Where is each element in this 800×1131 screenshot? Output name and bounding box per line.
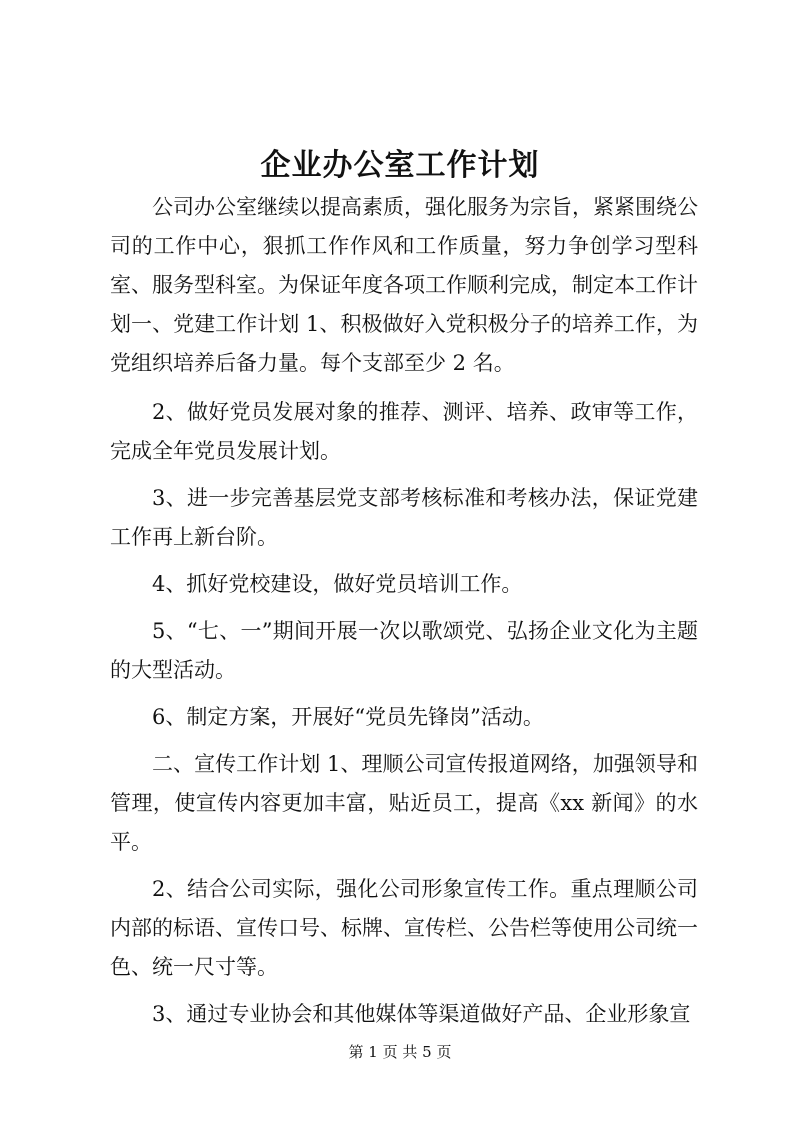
paragraph-9: 3、通过专业协会和其他媒体等渠道做好产品、企业形象宣 xyxy=(152,1002,691,1026)
paragraph-3: 3、进一步完善基层党支部考核标准和考核办法，保证党建工作再上新台阶。 xyxy=(110,486,698,549)
paragraph-4: 4、抓好党校建设，做好党员培训工作。 xyxy=(152,572,523,596)
document-body xyxy=(110,188,698,1042)
paragraph-6: 6、制定方案，开展好“党员先锋岗”活动。 xyxy=(152,705,544,729)
paragraph-5: 5、“七、一”期间开展一次以歌颂党、弘扬企业文化为主题的大型活动。 xyxy=(110,619,698,682)
paragraph-7: 二、宣传工作计划 1、理顺公司宣传报道网络，加强领导和管理，使宣传内容更加丰富，贴近员工，提高《xx 新闻》的水平。 xyxy=(110,752,698,854)
paragraph-8: 2、结合公司实际，强化公司形象宣传工作。重点理顺公司内部的标语、宣传口号、标牌、宣传栏、公告栏等使用公司统一色、统一尺寸等。 xyxy=(110,877,698,979)
document-title: 企业办公室工作计划 xyxy=(260,148,540,183)
page-number-footer: 第 1 页 共 5 页 xyxy=(348,1043,452,1061)
paragraph-2: 2、做好党员发展对象的推荐、测评、培养、政审等工作，完成全年党员发展计划。 xyxy=(110,400,698,463)
paragraph-1: 公司办公室继续以提高素质，强化服务为宗旨，紧紧围绕公司的工作中心，狠抓工作作风和工作质量，努力争创学习型科室、服务型科室。为保证年度各项工作顺利完成，制定本工作计划一、党建工作计划 1、积极做好入党积极分子的培养工作，为党组织培养后备力量。每个支部至少 2 名。 xyxy=(110,195,698,375)
